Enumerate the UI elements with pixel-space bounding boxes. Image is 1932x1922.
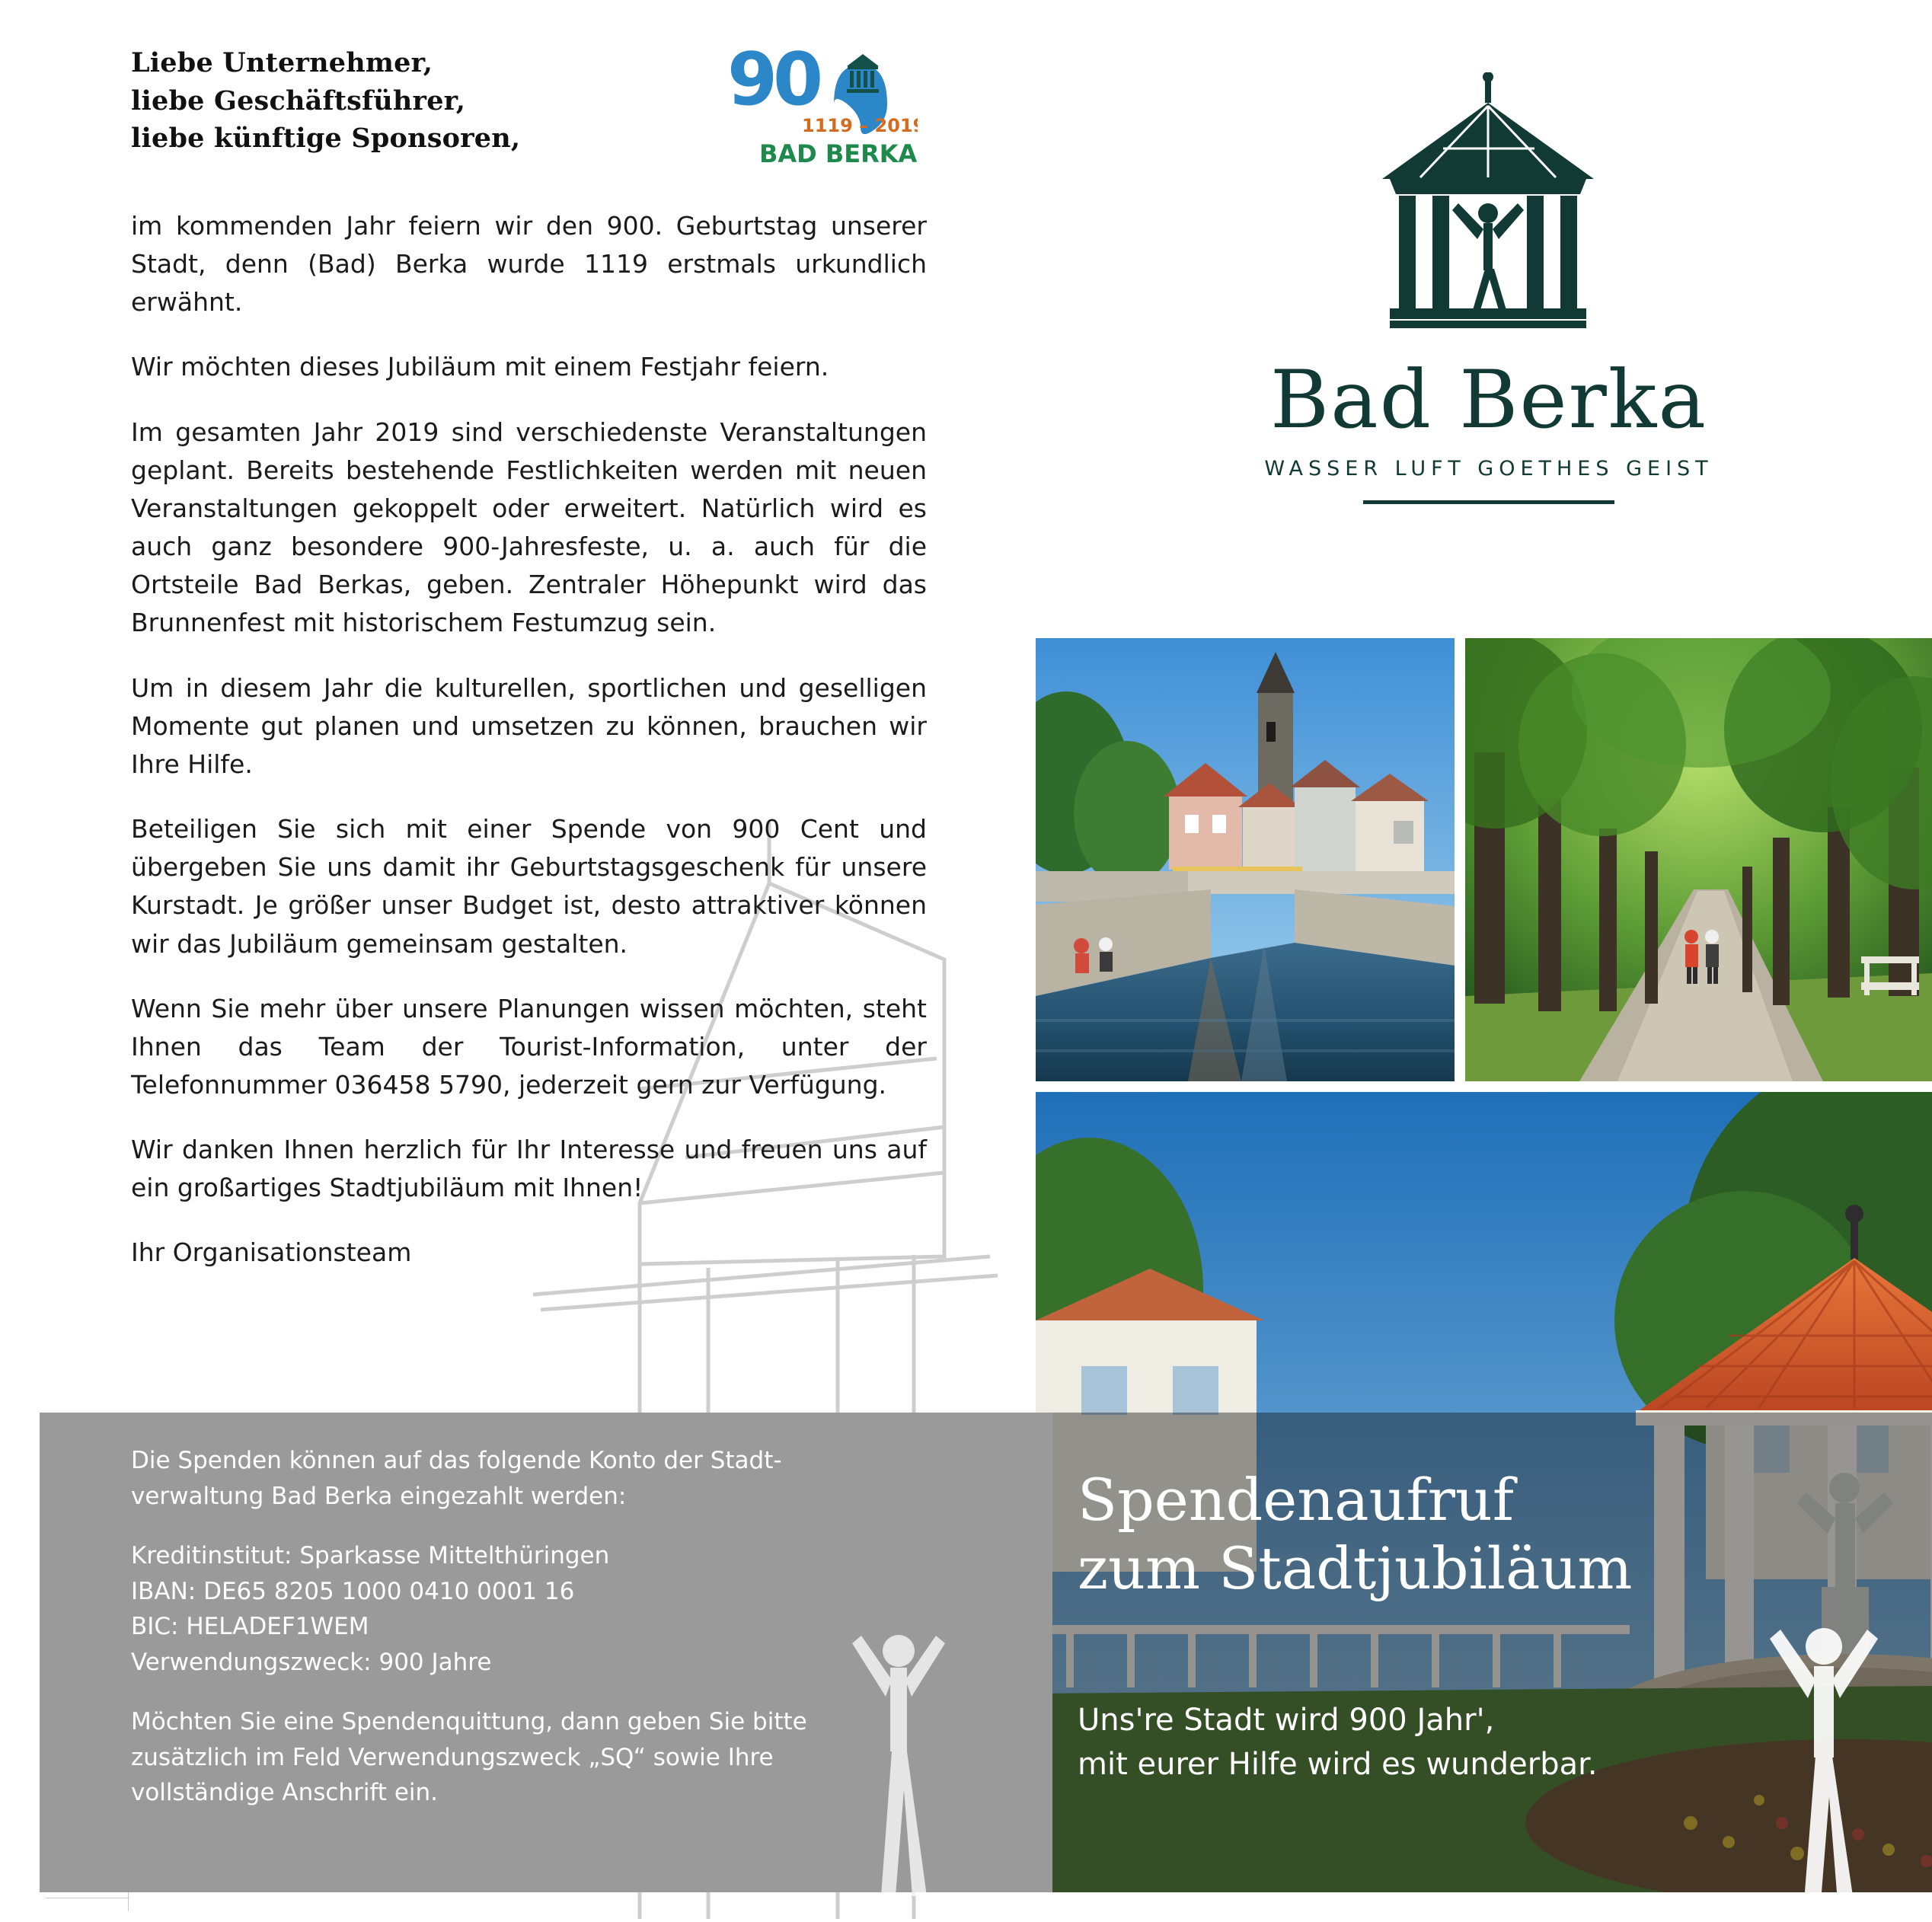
pavilion-icon — [1329, 72, 1649, 354]
poster-tagline-line-1: Uns're Stadt wird 900 Jahr', — [1078, 1703, 1495, 1738]
letter-paragraph-6: Wenn Sie mehr über unsere Planungen wissen möchten, steht Ihnen das Team der Tourist-Information, unter der Telefonnummer 036458 5790, jederzeit gern zur Verfügung. — [131, 993, 927, 1100]
donation-receipt-line-3: vollständige Anschrift ein. — [131, 1779, 438, 1806]
donation-account-details — [131, 1538, 961, 1680]
svg-text:0: 0 — [773, 38, 824, 122]
brand-name: Bad Berka — [1269, 353, 1708, 446]
letter-paragraph-3: Im gesamten Jahr 2019 sind verschiedenste Veranstaltungen geplant. Bereits bestehende Festlichkeiten werden mit neuen Veranstaltungen gekoppelt oder erweitert. Natürlich wird es auch ganz besondere 900-Jahresfeste, u. a. auch für die Ortsteile Bad Berkas, geben. Zentraler Höhepunkt wird das Brunnenfest mit historischem Festumzug sein. — [131, 417, 927, 638]
brand-divider — [1363, 500, 1614, 504]
person-silhouette-icon-left — [849, 1622, 948, 1896]
donation-intro — [131, 1443, 961, 1514]
photo-tree-avenue — [1465, 638, 1932, 1081]
person-silhouette-icon-right — [1767, 1614, 1881, 1911]
salutation-line-2: liebe Geschäftsführer, — [131, 85, 466, 117]
brand-mark — [1158, 72, 1820, 552]
salutation-line-3: liebe künftige Sponsoren, — [131, 123, 521, 155]
donation-receipt-line-1: Möchten Sie eine Spendenquittung, dann geben Sie bitte — [131, 1708, 807, 1735]
svg-text:BAD BERKA: BAD BERKA — [759, 139, 918, 168]
donation-intro-line-2: verwaltung Bad Berka eingezahlt werden: — [131, 1482, 627, 1510]
svg-text:9: 9 — [727, 38, 778, 122]
donation-text — [131, 1443, 961, 1811]
letter-signoff: Ihr Organisationsteam — [131, 1237, 412, 1268]
donation-intro-line-1: Die Spenden können auf das folgende Konto der Stadt- — [131, 1447, 782, 1474]
donation-receipt-line-2: zusätzlich im Feld Verwendungszweck „SQ“ sowie Ihre — [131, 1743, 774, 1771]
photo-town-river — [1036, 638, 1455, 1081]
anniversary-logo — [727, 34, 918, 179]
letter-paragraph-5: Beteiligen Sie sich mit einer Spende von 900 Cent und übergeben Sie uns damit ihr Geburtstagsgeschenk für unsere Kurstadt. Je größer unser Budget ist, desto attraktiver können wir das Jubiläum gemeinsam gestalten. — [131, 814, 927, 959]
poster-headline — [1078, 1466, 1892, 1602]
svg-text:1119 – 2019: 1119 – 2019 — [802, 115, 918, 136]
letter-paragraph-1: im kommenden Jahr feiern wir den 900. Geburtstag unserer Stadt, denn (Bad) Berka wurde 1119 erstmals urkundlich erwähnt. — [131, 211, 927, 318]
letter-paragraph-4: Um in diesem Jahr die kulturellen, sportlichen und geselligen Momente gut planen und umsetzen zu können, brauchen wir Ihre Hilfe. — [131, 672, 927, 779]
letter-paragraph-7: Wir danken Ihnen herzlich für Ihr Interesse und freuen uns auf ein großartiges Stadtjubiläum mit Ihnen! — [131, 1135, 927, 1203]
letter-paragraph-2: Wir möchten dieses Jubiläum mit einem Festjahr feiern. — [131, 352, 829, 382]
donation-bank: Kreditinstitut: Sparkasse Mittelthüringen — [131, 1542, 610, 1569]
donation-iban: IBAN: DE65 8205 1000 0410 0001 16 — [131, 1577, 575, 1605]
poster-tagline — [1078, 1698, 1839, 1786]
donation-bic: BIC: HELADEF1WEM — [131, 1613, 369, 1640]
donation-receipt-note — [131, 1704, 961, 1811]
poster-headline-line-2: zum Stadtjubiläum — [1078, 1534, 1633, 1602]
letter-body — [131, 207, 927, 1272]
salutation — [131, 44, 618, 158]
brand-subtitle: WASSER LUFT GOETHES GEIST — [1264, 457, 1713, 480]
poster-tagline-line-2: mit eurer Hilfe wird es wunderbar. — [1078, 1747, 1598, 1782]
donation-reference: Verwendungszweck: 900 Jahre — [131, 1648, 492, 1676]
salutation-line-1: Liebe Unternehmer, — [131, 47, 433, 78]
poster-headline-line-1: Spendenaufruf — [1078, 1466, 1515, 1534]
